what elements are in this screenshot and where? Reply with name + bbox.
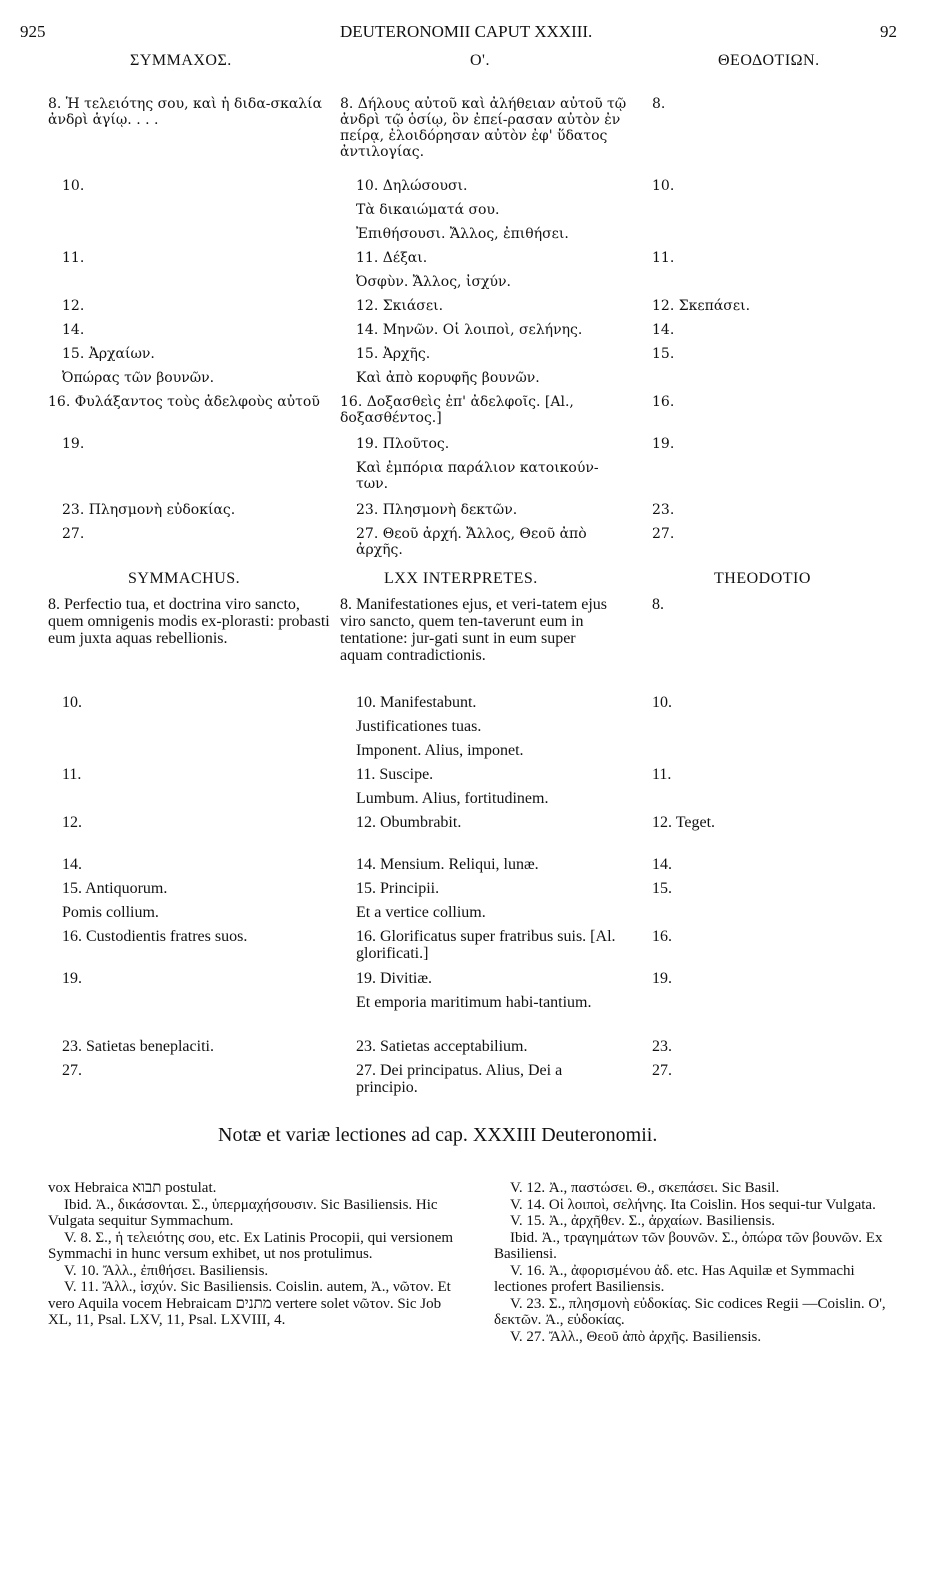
notes-left-column xyxy=(48,1180,462,1329)
latin-lxx-23: 23. Satietas acceptabilium. xyxy=(356,1038,528,1055)
greek-theodotion-19: 19. xyxy=(652,436,675,452)
greek-symmachus-15: 15. Ἀρχαίων. xyxy=(62,346,155,362)
greek-symmachus-15b: Ὀπώρας τῶν βουνῶν. xyxy=(62,370,215,386)
latin-lxx-15b: Et a vertice collium. xyxy=(356,904,486,921)
latin-symmachus-10: 10. xyxy=(62,694,82,711)
greek-lxx-15b: Καὶ ἀπὸ κορυφῆς βουνῶν. xyxy=(356,370,540,386)
note-right-1: V. 14. Οἱ λοιποὶ, σελήνης. Ita Coislin. Hos sequi-tur Vulgata. xyxy=(510,1196,876,1213)
greek-symmachus-8: 8. Ἡ τελειότης σου, καὶ ἡ διδα-σκαλία ἀνδρὶ ἁγίῳ. . . . xyxy=(48,96,323,128)
latin-lxx-19b: Et emporia maritimum habi-tantium. xyxy=(356,994,592,1011)
latin-theodotio-23: 23. xyxy=(652,1038,672,1055)
greek-theodotion-10: 10. xyxy=(652,178,675,194)
page-number-left: 925 xyxy=(20,22,46,41)
note-right-0: V. 12. Ἀ., παστώσει. Θ., σκεπάσει. Sic Basil. xyxy=(510,1180,780,1196)
latin-head-symmachus: SYMMACHUS. xyxy=(128,570,241,587)
running-title: DEUTERONOMII CAPUT XXXIII. xyxy=(340,22,593,41)
greek-head-theodotion: ΘΕΟΔΟΤΙΩΝ. xyxy=(718,52,820,69)
note-left-2: V. 8. Σ., ἡ τελειότης σου, etc. Ex Latinis Procopii, qui versionem Symmachi in hunc versum exhibet, ut nos protulimus. xyxy=(48,1229,454,1262)
latin-symmachus-11: 11. xyxy=(62,766,82,783)
greek-lxx-12: 12. Σκιάσει. xyxy=(356,298,444,314)
latin-symmachus-23: 23. Satietas beneplaciti. xyxy=(62,1038,214,1055)
note-left-3: V. 10. Ἄλλ., ἐπιθήσει. Basiliensis. xyxy=(64,1262,269,1279)
latin-lxx-11b: Lumbum. Alius, fortitudinem. xyxy=(356,790,549,807)
latin-theodotio-16: 16. xyxy=(652,928,672,945)
latin-theodotio-8: 8. xyxy=(652,596,664,613)
latin-head-lxx: LXX INTERPRETES. xyxy=(384,570,538,587)
greek-theodotion-8: 8. xyxy=(652,96,666,112)
latin-lxx-10c: Imponent. Alius, imponet. xyxy=(356,742,524,759)
greek-lxx-11: 11. Δέξαι. xyxy=(356,250,428,266)
latin-symmachus-16: 16. Custodientis fratres suos. xyxy=(62,928,248,945)
latin-lxx-16: 16. Glorificatus super fratribus suis. [Al. glorificati.] xyxy=(356,928,616,962)
latin-symmachus-15: 15. Antiquorum. xyxy=(62,880,168,897)
greek-lxx-8: 8. Δήλους αὐτοῦ καὶ ἀλήθειαν αὐτοῦ τῷ ἀνδρὶ τῷ ὁσίῳ, ὃν ἐπεί-ρασαν αὐτὸν ἐν πείρᾳ, ἐλοιδόρησαν αὐτὸν ἐφ' ὕδατος ἀντιλογίας. xyxy=(340,96,627,160)
latin-symmachus-27: 27. xyxy=(62,1062,82,1079)
notes-right-column xyxy=(494,1180,904,1345)
greek-symmachus-11: 11. xyxy=(62,250,85,266)
greek-theodotion-11: 11. xyxy=(652,250,675,266)
latin-theodotio-10: 10. xyxy=(652,694,672,711)
greek-symmachus-14: 14. xyxy=(62,322,85,338)
note-left-0: vox Hebraica תבוא postulat. xyxy=(48,1180,217,1196)
greek-lxx-10c: Ἐπιθήσουσι. Ἄλλος, ἐπιθήσει. xyxy=(356,226,569,242)
latin-theodotio-12: 12. Teget. xyxy=(652,814,716,831)
greek-lxx-14: 14. Μηνῶν. Οἱ λοιποὶ, σελήνης. xyxy=(356,322,583,338)
greek-lxx-10b: Τὰ δικαιώματά σου. xyxy=(356,202,500,218)
latin-lxx-27: 27. Dei principatus. Alius, Dei a principio. xyxy=(356,1062,563,1096)
latin-symmachus-12: 12. xyxy=(62,814,82,831)
note-left-4: V. 11. Ἄλλ., ἰσχύν. Sic Basiliensis. Coislin. autem, Ἀ., νῶτον. Et vero Aquila vocem Hebraicam מתנים vertere solet νῶτον. Sic Job XL, 11, Psal. LXV, 11, Psal. LXVIII, 4. xyxy=(48,1279,451,1328)
greek-lxx-11b: Ὀσφὺν. Ἄλλος, ἰσχύν. xyxy=(356,274,511,290)
greek-lxx-16: 16. Δοξασθεὶς ἐπ' ἀδελφοῖς. [Al., δοξασθέντος.] xyxy=(340,394,574,426)
latin-theodotio-15: 15. xyxy=(652,880,672,897)
latin-theodotio-14: 14. xyxy=(652,856,672,873)
latin-symmachus-19: 19. xyxy=(62,970,82,987)
greek-symmachus-10: 10. xyxy=(62,178,85,194)
greek-lxx-10: 10. Δηλώσουσι. xyxy=(356,178,468,194)
greek-symmachus-23: 23. Πλησμονὴ εὐδοκίας. xyxy=(62,502,236,518)
latin-theodotio-19: 19. xyxy=(652,970,672,987)
greek-theodotion-16: 16. xyxy=(652,394,675,410)
latin-symmachus-14: 14. xyxy=(62,856,82,873)
note-left-1: Ibid. Ἀ., δικάσονται. Σ., ὑπερμαχήσουσιν. Sic Basiliensis. Hic Vulgata sequitur Symmachum. xyxy=(48,1196,438,1229)
note-right-5: V. 23. Σ., πλησμονὴ εὐδοκίας. Sic codices Regii —Coislin. Ο', δεκτῶν. Ἀ., εὐδοκίας. xyxy=(494,1295,886,1328)
note-right-3: Ibid. Ἀ., τραγημάτων τῶν βουνῶν. Σ., ὀπώρα τῶν βουνῶν. Ex Basiliensi. xyxy=(494,1229,883,1262)
greek-theodotion-23: 23. xyxy=(652,502,675,518)
latin-lxx-15: 15. Principii. xyxy=(356,880,440,897)
greek-symmachus-16: 16. Φυλάξαντος τοὺς ἀδελφοὺς αὐτοῦ xyxy=(48,394,320,410)
latin-lxx-10: 10. Manifestabunt. xyxy=(356,694,477,711)
latin-lxx-10b: Justificationes tuas. xyxy=(356,718,482,735)
greek-lxx-15: 15. Ἀρχῆς. xyxy=(356,346,431,362)
greek-lxx-19b: Καὶ ἐμπόρια παράλιον κατοικούν-των. xyxy=(356,460,599,492)
greek-theodotion-14: 14. xyxy=(652,322,675,338)
greek-symmachus-27: 27. xyxy=(62,526,85,542)
greek-lxx-27: 27. Θεοῦ ἀρχή. Ἄλλος, Θεοῦ ἀπὸ ἀρχῆς. xyxy=(356,526,587,558)
greek-theodotion-15: 15. xyxy=(652,346,675,362)
greek-lxx-23: 23. Πλησμονὴ δεκτῶν. xyxy=(356,502,518,518)
greek-symmachus-12: 12. xyxy=(62,298,85,314)
latin-symmachus-15b: Pomis collium. xyxy=(62,904,159,921)
greek-lxx-19: 19. Πλοῦτος. xyxy=(356,436,450,452)
page-number-right: 92 xyxy=(880,22,897,41)
latin-theodotio-11: 11. xyxy=(652,766,672,783)
greek-theodotion-12: 12. Σκεπάσει. xyxy=(652,298,751,314)
latin-head-theodotio: THEODOTIO xyxy=(714,570,811,587)
greek-head-lxx: Ο'. xyxy=(470,52,490,69)
latin-lxx-8: 8. Manifestationes ejus, et veri-tatem ejus viro sancto, quem ten-taverunt eum in tentatione: jur-gati sunt in eum super aquam contradictionis. xyxy=(340,596,608,664)
greek-theodotion-27: 27. xyxy=(652,526,675,542)
greek-head-symmachus: ΣΥΜΜΑΧΟΣ. xyxy=(130,52,232,69)
note-right-6: V. 27. Ἄλλ., Θεοῦ ἀπὸ ἀρχῆς. Basiliensis. xyxy=(510,1328,762,1345)
note-right-2: V. 15. Ἀ., ἀρχῆθεν. Σ., ἀρχαίων. Basiliensis. xyxy=(510,1213,776,1229)
greek-symmachus-19: 19. xyxy=(62,436,85,452)
latin-lxx-11: 11. Suscipe. xyxy=(356,766,434,783)
notes-title: Notæ et variæ lectiones ad cap. XXXIII Deuteronomii. xyxy=(218,1124,658,1146)
latin-lxx-19: 19. Divitiæ. xyxy=(356,970,433,987)
latin-lxx-14: 14. Mensium. Reliqui, lunæ. xyxy=(356,856,539,873)
latin-theodotio-27: 27. xyxy=(652,1062,672,1079)
latin-symmachus-8: 8. Perfectio tua, et doctrina viro sancto, quem omnigenis modis ex-plorasti: probasti eum juxta aquas rebellionis. xyxy=(48,596,330,647)
latin-lxx-12: 12. Obumbrabit. xyxy=(356,814,462,831)
note-right-4: V. 16. Ἀ., ἀφορισμένου ἀδ. etc. Has Aquilæ et Symmachi lectiones profert Basiliensis. xyxy=(494,1262,855,1295)
